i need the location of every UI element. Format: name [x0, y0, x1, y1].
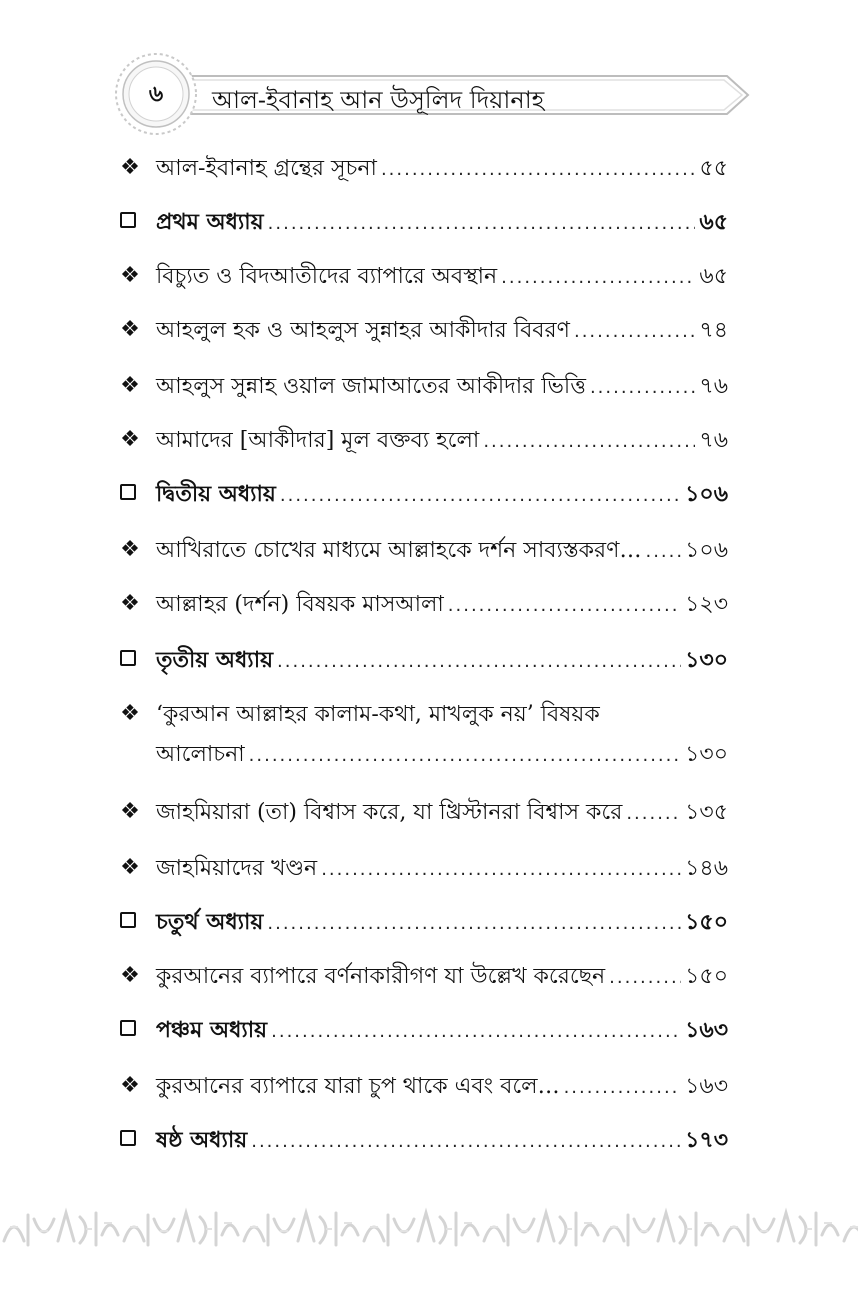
- toc-entry[interactable]: [118, 530, 728, 570]
- leader-dots: [277, 645, 681, 679]
- leader-dots: [267, 907, 681, 941]
- leader-dots: [609, 961, 681, 995]
- diamond-bullet-icon: ❖: [120, 263, 140, 288]
- diamond-bullet-icon: ❖: [120, 855, 140, 880]
- toc-entry-page: ৭৬: [699, 374, 728, 399]
- checkbox-icon: [120, 212, 136, 228]
- leader-dots: [574, 315, 695, 349]
- toc-entry-title: ‘কুরআন আল্লাহর কালাম-কথা, মাখলুক নয়’ বিষয়ক: [156, 702, 600, 727]
- leader-dots: [381, 153, 696, 187]
- toc-entry-page: ১৪৬: [685, 856, 728, 881]
- checkbox-icon: [120, 912, 136, 928]
- diamond-bullet-icon: ❖: [120, 317, 140, 342]
- toc-entry-page: ১৩৫: [685, 800, 728, 825]
- toc-entry[interactable]: [118, 792, 728, 832]
- toc-entry-title: বিচ্যুত ও বিদআতীদের ব্যাপারে অবস্থান: [156, 264, 498, 289]
- diamond-bullet-icon: ❖: [120, 155, 140, 180]
- toc-chapter-title: ষষ্ঠ অধ্যায়: [156, 1128, 248, 1153]
- toc-entry[interactable]: [118, 256, 728, 296]
- leader-dots: [271, 1015, 681, 1049]
- leader-dots: [645, 535, 681, 569]
- toc-entry-page: ১২৩: [685, 592, 728, 617]
- leader-dots: [249, 739, 681, 773]
- toc-entry[interactable]: [118, 694, 728, 774]
- toc-entry-title: জাহমিয়ারা (তা) বিশ্বাস করে, যা খ্রিস্টানরা বিশ্বাস করে: [156, 800, 623, 825]
- leader-dots: [251, 1125, 681, 1159]
- toc-chapter-title: চতুর্থ অধ্যায়: [156, 910, 264, 935]
- toc-chapter-title: পঞ্চম অধ্যায়: [156, 1018, 268, 1043]
- toc-entry[interactable]: [118, 848, 728, 888]
- page-header: [112, 50, 752, 140]
- toc-chapter-page: ১৩০: [685, 648, 728, 673]
- toc-chapter-page: ১৬৩: [685, 1018, 728, 1043]
- toc-entry-title: আহলুস সুন্নাহ ওয়াল জামাআতের আকীদার ভিত্তি: [156, 374, 586, 399]
- checkbox-icon: [120, 1130, 136, 1146]
- toc-entry-page: ৬৫: [699, 264, 728, 289]
- toc-entry-page: ৫৫: [699, 156, 728, 181]
- leader-dots: [626, 797, 681, 831]
- checkbox-icon: [120, 1020, 136, 1036]
- leader-dots: [321, 853, 681, 887]
- toc-entry-title: আল্লাহর (দর্শন) বিষয়ক মাসআলা: [156, 592, 444, 617]
- toc-chapter[interactable]: [118, 640, 728, 680]
- checkbox-icon: [120, 484, 136, 500]
- diamond-bullet-icon: ❖: [120, 963, 140, 988]
- toc-chapter-title: তৃতীয় অধ্যায়: [156, 648, 274, 673]
- leader-dots: [564, 1071, 682, 1105]
- toc-entry[interactable]: [118, 366, 728, 406]
- toc-chapter[interactable]: [118, 902, 728, 942]
- toc-chapter-title: প্রথম অধ্যায়: [156, 210, 264, 235]
- toc-entry-page: ৭৪: [699, 318, 728, 343]
- toc-entry-title: আহলুল হক ও আহলুস সুন্নাহর আকীদার বিবরণ: [156, 318, 570, 343]
- leader-dots: [448, 589, 681, 623]
- toc-entry-page: ১৬৩: [685, 1074, 728, 1099]
- book-title: আল-ইবানাহ আন উসূলিদ দিয়ানাহ: [212, 86, 545, 114]
- toc-entry-page: ১৫০: [685, 964, 728, 989]
- toc-chapter-page: ১৭৩: [685, 1128, 728, 1153]
- page-number: ৬: [148, 81, 164, 107]
- toc-entry[interactable]: [118, 584, 728, 624]
- toc-chapter-page: ১৫০: [685, 910, 728, 935]
- diamond-bullet-icon: ❖: [120, 799, 140, 824]
- toc-entry-page: ১০৬: [685, 538, 728, 563]
- toc-entry[interactable]: [118, 148, 728, 188]
- toc-entry[interactable]: [118, 1066, 728, 1106]
- toc-chapter[interactable]: [118, 202, 728, 242]
- diamond-bullet-icon: ❖: [120, 537, 140, 562]
- toc-entry-title: কুরআনের ব্যাপারে বর্ণনাকারীগণ যা উল্লেখ করেছেন: [156, 964, 606, 989]
- toc-entry[interactable]: [118, 310, 728, 350]
- toc-entry-title: আখিরাতে চোখের মাধ্যমে আল্লাহকে দর্শন সাব্যস্তকরণ…: [156, 538, 642, 563]
- leader-dots: [268, 207, 696, 241]
- calligraphy-border-icon: [0, 1205, 858, 1253]
- toc-chapter-title: দ্বিতীয় অধ্যায়: [156, 482, 276, 507]
- toc-chapter[interactable]: [118, 1010, 728, 1050]
- toc-chapter-page: ১০৬: [685, 482, 728, 507]
- diamond-bullet-icon: ❖: [120, 1073, 140, 1098]
- toc-entry-title: কুরআনের ব্যাপারে যারা চুপ থাকে এবং বলে…: [156, 1074, 560, 1099]
- checkbox-icon: [120, 650, 136, 666]
- toc-chapter[interactable]: [118, 1120, 728, 1160]
- toc-entry[interactable]: [118, 420, 728, 460]
- toc-entry[interactable]: [118, 956, 728, 996]
- toc-entry-title-continued: আলোচনা: [156, 742, 245, 767]
- toc-entry-title: আমাদের [আকীদার] মূল বক্তব্য হলো: [156, 428, 480, 453]
- leader-dots: [483, 425, 695, 459]
- leader-dots: [590, 371, 695, 405]
- diamond-bullet-icon: ❖: [120, 373, 140, 398]
- toc-entry-page: ৭৬: [699, 428, 728, 453]
- toc-chapter-page: ৬৫: [699, 210, 728, 235]
- leader-dots: [501, 261, 695, 295]
- toc-entry-page: ১৩০: [685, 742, 728, 767]
- toc-chapter[interactable]: [118, 474, 728, 514]
- leader-dots: [280, 479, 681, 513]
- toc-entry-title: জাহমিয়াদের খণ্ডন: [156, 856, 318, 881]
- diamond-bullet-icon: ❖: [120, 591, 140, 616]
- toc-entry-title: আল-ইবানাহ গ্রন্থের সূচনা: [156, 156, 377, 181]
- diamond-bullet-icon: ❖: [120, 701, 140, 726]
- diamond-bullet-icon: ❖: [120, 427, 140, 452]
